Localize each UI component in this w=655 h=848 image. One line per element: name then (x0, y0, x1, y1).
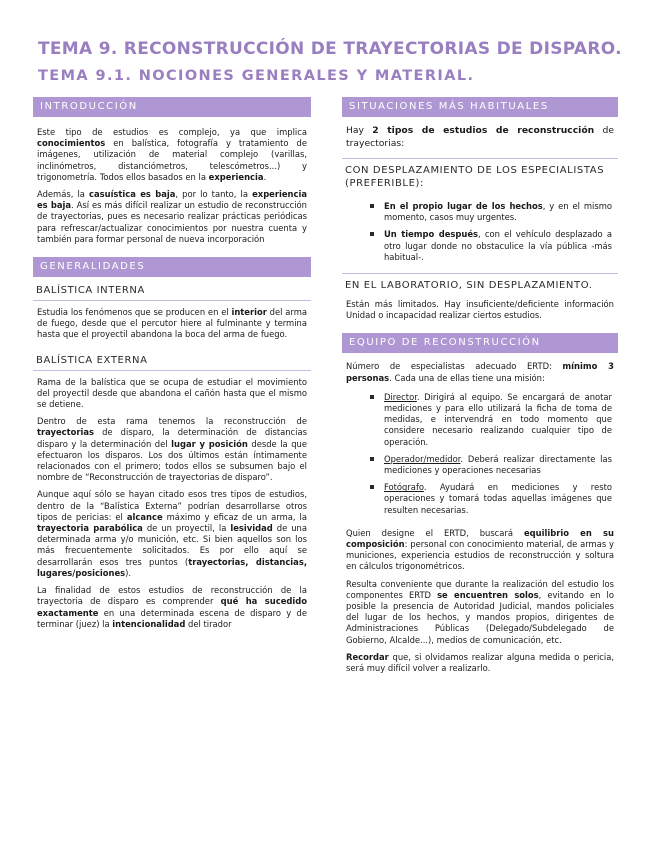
section-heading-generalidades: GENERALIDADES (33, 257, 311, 277)
list-item: Un tiempo después, con el vehículo desplazado a otro lugar donde no obstaculice la vía pública -más habitual-. (384, 229, 612, 262)
equipo-paragraph-recordar: Recordar que, si olvidamos realizar alguna medida o pericia, será muy difícil volver a realizarlo. (346, 651, 614, 674)
subheading-con-desplazamiento: CON DESPLAZAMIENTO DE LOS ESPECIALISTAS (PREFERIBLE): (342, 158, 618, 193)
list-item: Operador/medidor. Deberá realizar directamente las mediciones y operaciones necesarias (384, 453, 612, 476)
externa-paragraph-2: Dentro de esta rama tenemos la reconstrucción de trayectorias de disparo, la determinación de distancias disparo y la determinación del lugar y posición desde la que efectuaron los disparos. Los dos últimos están íntimamente relacionados con el primero; todos ellos se subsumen bajo el nombre de “Reconstrucción de trayectorias de disparo”. (37, 416, 307, 483)
interna-paragraph: Estudia los fenómenos que se producen en el interior del arma de fuego, desde que el percutor hiere al fulminante y termina hasta que el proyectil abandona la boca del arma de fuego. (37, 307, 307, 340)
list-item: Director. Dirigirá al equipo. Se encargará de anotar mediciones y para ello utilizará la ficha de toma de medidas, e intervendrá en todo momento que considere necesario realizando cualquier tipo de operación. (384, 391, 612, 447)
equipo-paragraph-ertd: Quien designe el ERTD, buscará equilibrio en su composición: personal con conocimiento material, de armas y municiones, experiencia estudios de reconstrucción y soltura en cálculos trigonométricos. (346, 527, 614, 572)
document-title: TEMA 9. RECONSTRUCCIÓN DE TRAYECTORIAS DE DISPARO. (38, 39, 622, 59)
equipo-roles-list (342, 392, 618, 516)
section-heading-situaciones: SITUACIONES MÁS HABITUALES (342, 97, 618, 117)
document-subtitle: TEMA 9.1. NOCIONES GENERALES Y MATERIAL. (38, 68, 475, 84)
list-item: Fotógrafo. Ayudará en mediciones y resto operaciones y tomará todas aquellas imágenes que resulten necesarias. (384, 482, 612, 515)
externa-paragraph-3: Aunque aquí sólo se hayan citado esos tres tipos de estudios, dentro de la “Balística Externa” podrían desarrollarse otros tipos de pericias: el alcance máximo y eficaz de un arma, la trayectoria parabólica de un proyectil, la lesividad de una determinada arma y/o munición, etc. Si bien aquellos son los más frecuentemente solicitados. Es por ello aquí se desarrollarán esos tres puntos (trayectorias, distancias, lugares/posiciones). (37, 489, 307, 578)
right-column (342, 97, 618, 674)
left-column (33, 97, 311, 630)
intro-paragraph-1: Este tipo de estudios es complejo, ya que implica conocimientos en balística, fotografía y tratamiento de imágenes, utilización de material complejo (varillas, inclinómetros, distanciómetros, telescómetros...) y trigonometría. Todos ellos basados en la experiencia. (37, 127, 307, 182)
subheading-balistica-interna: BALÍSTICA INTERNA (33, 281, 311, 301)
externa-paragraph-4: La finalidad de estos estudios de reconstrucción de la trayectoria de disparo es comprender qué ha sucedido exactamente en una determinada escena de disparo y de terminar (juez) la intencionalidad del tirador (37, 585, 307, 629)
section-heading-introduccion: INTRODUCCIÓN (33, 97, 311, 117)
laboratorio-paragraph: Están más limitados. Hay insuficiente/deficiente información Unidad o incapacidad realizar ciertos estudios. (346, 299, 614, 321)
subheading-balistica-externa: BALÍSTICA EXTERNA (33, 351, 311, 371)
equipo-paragraph-conveniente: Resulta conveniente que durante la realización del estudio los componentes ERTD se encuentren solos, evitando en lo posible la presencia de Autoridad Judicial, mandos policiales del lugar de los hechos, y mandos propios, dirigentes de Administraciones Públicas (Delegado/Subdelegado de Gobierno, Alcalde...), medios de comunicación, etc. (346, 578, 614, 645)
title-block (38, 38, 638, 86)
list-item: En el propio lugar de los hechos, y en el mismo momento, casos muy urgentes. (384, 201, 612, 223)
situaciones-intro: Hay 2 tipos de estudios de reconstrucción de trayectorias: (346, 125, 614, 149)
section-heading-equipo: EQUIPO DE RECONSTRUCCIÓN (342, 333, 618, 353)
externa-paragraph-1: Rama de la balística que se ocupa de estudiar el movimiento del proyectil desde que abandona el cañón hasta que el mismo se detiene. (37, 376, 307, 410)
equipo-intro: Número de especialistas adecuado ERTD: mínimo 3 personas. Cada una de ellas tiene una misión: (346, 361, 614, 383)
situaciones-list (342, 201, 618, 263)
subheading-laboratorio: EN EL LABORATORIO, SIN DESPLAZAMIENTO. (342, 273, 618, 295)
intro-paragraph-2: Además, la casuística es baja, por lo tanto, la experiencia es baja. Así es más difícil realizar un estudio de reconstrucción de trayectorias, pues es necesario realizar prácticas periódicas para refrescar/actualizar conocimientos por nuestra cuenta y también para formar personal de nueva incorporación (37, 189, 307, 244)
